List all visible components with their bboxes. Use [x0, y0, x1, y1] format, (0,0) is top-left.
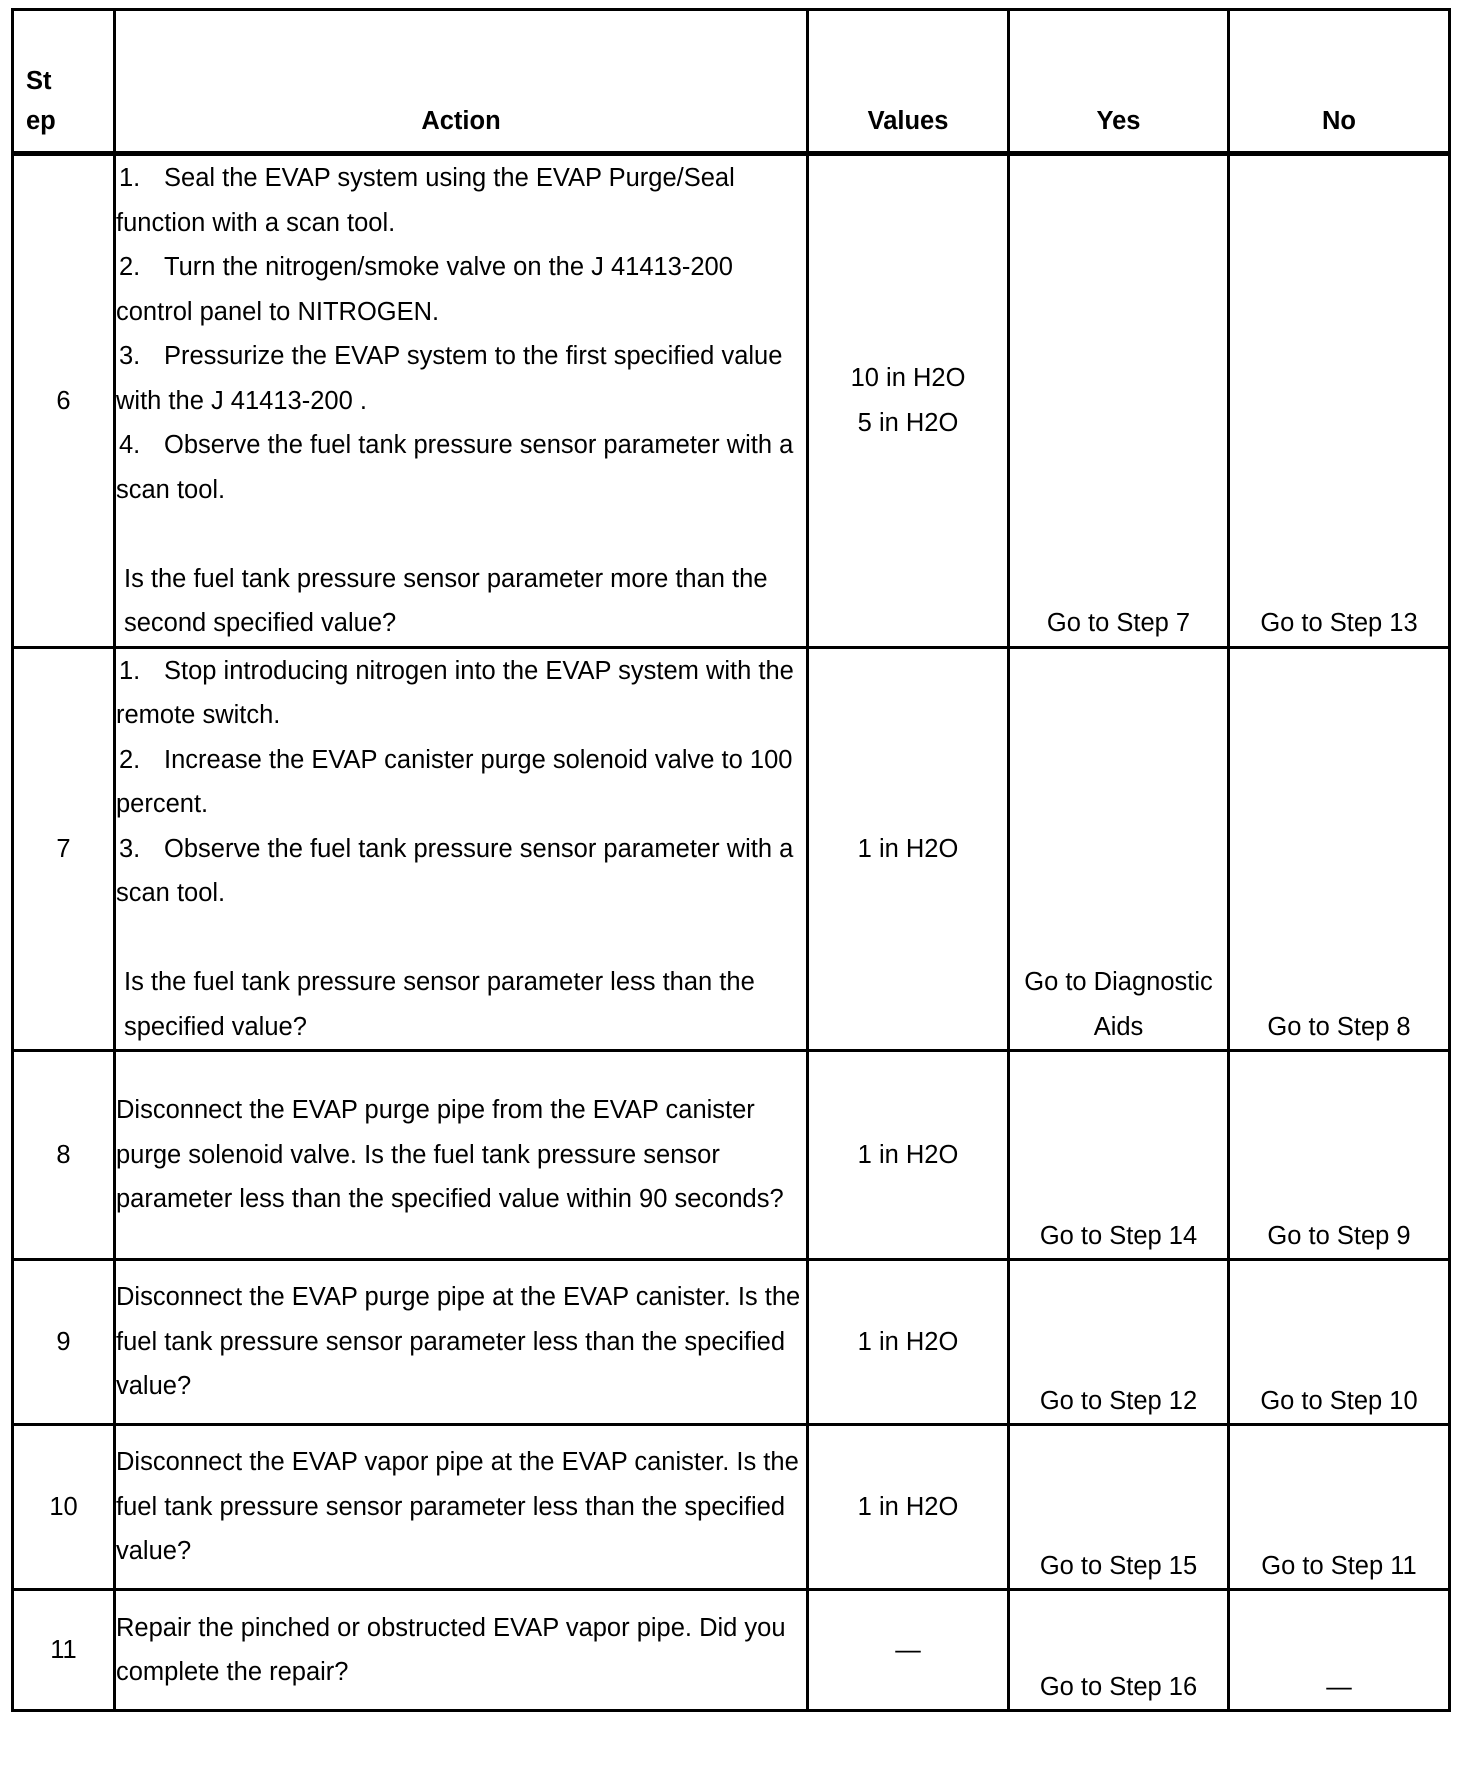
no-cell: Go to Step 13 [1229, 154, 1450, 648]
action-item [116, 334, 806, 423]
table-row [13, 1590, 1450, 1711]
no-cell: Go to Step 11 [1229, 1425, 1450, 1590]
yes-cell: Go to Step 16 [1009, 1590, 1229, 1711]
header-yes: Yes [1009, 10, 1229, 154]
action-item-text: Pressurize the EVAP system to the first specified value with the J 41413-200 . [116, 342, 783, 415]
table-row [13, 647, 1450, 1051]
action-item-text: Turn the nitrogen/smoke valve on the J 41413-200 control panel to NITROGEN. [116, 253, 733, 326]
action-item-text: Increase the EVAP canister purge solenoid valve to 100 percent. [116, 745, 793, 818]
action-item [116, 649, 806, 738]
yes-cell: Go to Step 15 [1009, 1425, 1229, 1590]
value-line: 10 in H2O [850, 364, 966, 393]
no-cell: Go to Step 9 [1229, 1051, 1450, 1260]
table-row [13, 154, 1450, 648]
header-step [13, 10, 115, 154]
values-cell [808, 1051, 1009, 1260]
values-cell [808, 1590, 1009, 1711]
header-action: Action [115, 10, 808, 154]
action-item [116, 738, 806, 827]
action-item [116, 423, 806, 512]
header-step-line-1: St [26, 67, 52, 95]
step-number: 8 [13, 1051, 115, 1260]
table-row [13, 1051, 1450, 1260]
step-number: 11 [13, 1590, 115, 1711]
action-item-text: Observe the fuel tank pressure sensor parameter with a scan tool. [116, 834, 794, 907]
value-line: 1 in H2O [857, 834, 959, 863]
values-cell [808, 1425, 1009, 1590]
action-item-number: 3. [119, 834, 141, 863]
value-line: 1 in H2O [857, 1327, 959, 1356]
action-cell: Disconnect the EVAP purge pipe from the EVAP canister purge solenoid valve. Is the fuel tank pressure sensor parameter less than the specified value within 90 seconds? [115, 1051, 808, 1260]
action-question: Is the fuel tank pressure sensor parameter less than the specified value? [124, 968, 755, 1041]
value-line: 1 in H2O [857, 1140, 959, 1169]
action-item [116, 827, 806, 916]
header-no: No [1229, 10, 1450, 154]
yes-cell: Go to Step 12 [1009, 1260, 1229, 1425]
header-step-line-2: ep [26, 107, 56, 135]
action-item [116, 156, 806, 245]
no-cell: Go to Step 8 [1229, 647, 1450, 1051]
step-number: 6 [13, 154, 115, 648]
action-item [116, 245, 806, 334]
diagnostic-table [11, 8, 1451, 1712]
header-row [13, 10, 1450, 154]
action-item-number: 2. [119, 745, 141, 774]
yes-cell: Go to Step 14 [1009, 1051, 1229, 1260]
no-cell: — [1229, 1590, 1450, 1711]
action-cell [115, 154, 808, 648]
action-item-text: Stop introducing nitrogen into the EVAP system with the remote switch. [116, 656, 794, 729]
action-cell: Disconnect the EVAP purge pipe at the EVAP canister. Is the fuel tank pressure sensor parameter less than the specified value? [115, 1260, 808, 1425]
values-cell [808, 647, 1009, 1051]
yes-cell: Go to Step 7 [1009, 154, 1229, 648]
action-item-text: Observe the fuel tank pressure sensor parameter with a scan tool. [116, 431, 794, 504]
step-number: 7 [13, 647, 115, 1051]
step-number: 10 [13, 1425, 115, 1590]
table-row [13, 1260, 1450, 1425]
action-item-number: 1. [119, 164, 141, 192]
values-cell [808, 154, 1009, 648]
action-item-number: 4. [119, 431, 141, 459]
action-list [116, 649, 806, 916]
no-cell: Go to Step 10 [1229, 1260, 1450, 1425]
action-item-number: 2. [119, 253, 141, 281]
action-cell: Repair the pinched or obstructed EVAP vapor pipe. Did you complete the repair? [115, 1590, 808, 1711]
value-line: 1 in H2O [857, 1492, 959, 1521]
action-item-number: 3. [119, 342, 141, 370]
step-number: 9 [13, 1260, 115, 1425]
action-cell [115, 647, 808, 1051]
header-values: Values [808, 10, 1009, 154]
action-list [116, 156, 806, 512]
yes-cell: Go to Diagnostic Aids [1009, 647, 1229, 1051]
action-question: Is the fuel tank pressure sensor parameter more than the second specified value? [124, 564, 768, 637]
values-cell [808, 1260, 1009, 1425]
action-item-number: 1. [119, 656, 141, 685]
value-line: — [895, 1635, 921, 1664]
table-row [13, 1425, 1450, 1590]
value-line: 5 in H2O [857, 408, 959, 437]
action-cell: Disconnect the EVAP vapor pipe at the EVAP canister. Is the fuel tank pressure sensor parameter less than the specified value? [115, 1425, 808, 1590]
action-item-text: Seal the EVAP system using the EVAP Purge/Seal function with a scan tool. [116, 164, 735, 237]
